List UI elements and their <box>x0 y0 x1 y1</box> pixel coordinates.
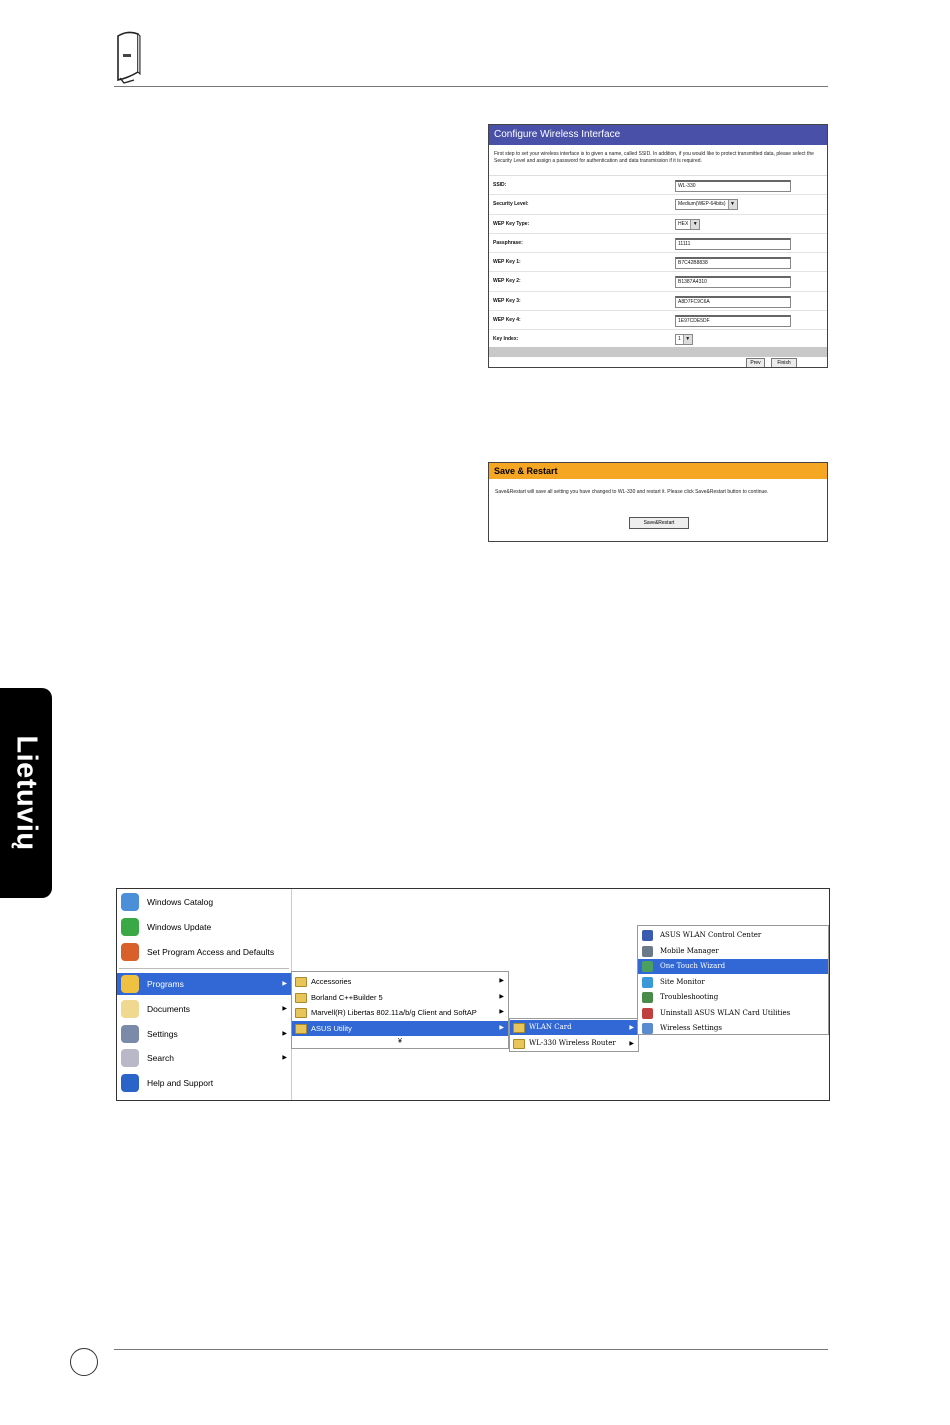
utility-app-icon <box>642 946 653 957</box>
field-label: WEP Key Type: <box>493 220 530 227</box>
field-value: Medium(WEP-64bits) <box>678 201 726 208</box>
field-label: WEP Key 1: <box>493 259 521 266</box>
field-label: WEP Key 4: <box>493 317 521 324</box>
language-side-tab <box>0 688 52 898</box>
asus-menu-item[interactable] <box>510 1020 638 1035</box>
program-icon <box>121 1000 139 1018</box>
form-row <box>489 253 827 272</box>
wlan-menu-item[interactable] <box>638 928 828 943</box>
submenu-arrow-icon: ▶ <box>499 1024 504 1031</box>
form-row <box>489 176 827 195</box>
program-icon <box>121 1025 139 1043</box>
submenu-arrow-icon: ▶ <box>282 1031 287 1037</box>
start-menu-item[interactable] <box>117 891 291 913</box>
page-number-circle <box>70 1348 98 1376</box>
start-menu-screenshot <box>116 888 830 1101</box>
program-icon <box>121 975 139 993</box>
menu-item-label: ASUS WLAN Control Center <box>660 931 762 939</box>
folder-icon <box>295 1008 307 1018</box>
utility-app-icon <box>642 977 653 988</box>
wlan-card-submenu <box>637 925 829 1035</box>
wlan-menu-item[interactable] <box>638 1021 828 1036</box>
menu-item-label: Search <box>147 1053 174 1063</box>
save-restart-title: Save & Restart <box>489 463 827 479</box>
menu-item-label: Borland C++Builder 5 <box>311 992 383 1002</box>
language-label: Lietuvių <box>10 735 43 851</box>
wlan-menu-item[interactable] <box>638 975 828 990</box>
expand-menu-chevron-icon[interactable]: ¥ <box>398 1038 402 1045</box>
program-icon <box>121 893 139 911</box>
chevron-down-icon: ▼ <box>683 335 692 344</box>
programs-submenu <box>291 971 509 1049</box>
utility-app-icon <box>642 961 653 972</box>
field-select[interactable] <box>675 199 738 210</box>
utility-app-icon <box>642 930 653 941</box>
wlan-menu-item[interactable] <box>638 959 828 974</box>
form-row <box>489 215 827 234</box>
settings-form <box>489 176 827 350</box>
start-menu-item[interactable] <box>117 916 291 938</box>
finish-button[interactable]: Finish <box>771 358 797 368</box>
menu-item-label: ASUS Utility <box>311 1023 352 1033</box>
field-label: SSID: <box>493 182 507 188</box>
program-icon <box>121 918 139 936</box>
submenu-arrow-icon: ▶ <box>282 1055 287 1061</box>
form-row <box>489 272 827 291</box>
start-menu-left-column <box>117 889 292 1100</box>
submenu-arrow-icon: ▶ <box>282 981 287 987</box>
menu-item-label: Help and Support <box>147 1078 214 1088</box>
prev-button[interactable]: Prev <box>746 358 765 368</box>
start-menu-item[interactable] <box>117 1023 291 1045</box>
menu-item-label: Marvell(R) Libertas 802.11a/b/g Client and SoftAP <box>311 1008 477 1017</box>
field-input[interactable]: 11111 <box>675 238 791 250</box>
menu-item-label: WLAN Card <box>529 1023 572 1031</box>
field-label: Key Index: <box>493 336 519 343</box>
configure-wireless-panel <box>488 124 828 368</box>
submenu-arrow-icon: ▶ <box>282 1006 287 1012</box>
field-value: HEX <box>678 220 689 227</box>
menu-item-label: Windows Update <box>147 922 212 932</box>
program-icon <box>121 1074 139 1092</box>
form-row <box>489 311 827 330</box>
field-value: 1 <box>678 336 681 343</box>
menu-item-label: Settings <box>147 1029 178 1039</box>
field-label: Passphrase: <box>493 239 523 246</box>
start-menu-item[interactable] <box>117 941 291 963</box>
wlan-menu-item[interactable] <box>638 944 828 959</box>
panel-intro: First step to set your wireless interface is to given a name, called SSID. In addition, if you would like to protect transmitted data, please select the Security Level and assign a password for authentication and data transmission if it is required. <box>489 145 827 176</box>
save-restart-panel <box>488 462 828 542</box>
menu-item-label: Accessories <box>311 977 352 986</box>
field-input[interactable]: WL-330 <box>675 180 791 192</box>
chevron-down-icon: ▼ <box>690 220 699 229</box>
menu-item-label: WL-330 Wireless Router <box>529 1039 616 1047</box>
menu-item-label: One Touch Wizard <box>660 962 726 970</box>
programs-menu-item[interactable] <box>292 974 508 989</box>
program-icon <box>121 943 139 961</box>
programs-menu-item[interactable] <box>292 990 508 1005</box>
wlan-menu-item[interactable] <box>638 990 828 1005</box>
programs-menu-item[interactable] <box>292 1021 508 1036</box>
submenu-arrow-icon: ▶ <box>499 1009 504 1015</box>
utility-app-icon <box>642 1023 653 1034</box>
field-input[interactable]: B7C42B8838 <box>675 257 791 269</box>
menu-item-label: Mobile Manager <box>660 946 719 955</box>
folder-icon <box>295 1024 307 1034</box>
submenu-arrow-icon: ▶ <box>629 1024 634 1031</box>
save-restart-button[interactable]: Save&Restart <box>629 517 689 529</box>
menu-item-label: Uninstall ASUS WLAN Card Utilities <box>660 1008 791 1017</box>
asus-utility-submenu <box>509 1018 639 1052</box>
start-menu-item[interactable] <box>117 998 291 1020</box>
field-label: Security Level: <box>493 201 529 208</box>
field-select[interactable] <box>675 219 700 230</box>
folder-icon <box>295 993 307 1003</box>
wlan-menu-item[interactable] <box>638 1006 828 1021</box>
panel-title: Configure Wireless Interface <box>489 125 827 145</box>
menu-separator <box>119 968 289 969</box>
field-label: WEP Key 3: <box>493 297 521 304</box>
folder-icon <box>513 1023 525 1033</box>
submenu-arrow-icon: ▶ <box>629 1040 634 1047</box>
programs-menu-item[interactable] <box>292 1005 508 1020</box>
header-rule <box>114 86 828 87</box>
footer-rule <box>114 1349 828 1350</box>
submenu-arrow-icon: ▶ <box>499 978 504 984</box>
panel-footer <box>489 347 827 367</box>
save-restart-text: Save&Restart will save all setting you have changed to WL-330 and restart it. Please click Save&Restart button to continue. <box>495 489 769 495</box>
field-select[interactable] <box>675 334 693 345</box>
menu-item-label: Site Monitor <box>660 977 705 986</box>
utility-app-icon <box>642 992 653 1003</box>
program-icon <box>121 1049 139 1067</box>
menu-item-label: Set Program Access and Defaults <box>147 947 275 957</box>
menu-item-label: Troubleshooting <box>660 993 719 1001</box>
submenu-arrow-icon: ▶ <box>499 993 504 1000</box>
chevron-down-icon: ▼ <box>728 200 737 209</box>
menu-item-label: Programs <box>147 979 184 989</box>
field-input[interactable]: A8D7FC9C6A <box>675 296 791 308</box>
folder-icon <box>513 1039 525 1049</box>
menu-item-label: Windows Catalog <box>147 897 214 907</box>
start-menu-item[interactable] <box>117 1072 291 1094</box>
utility-app-icon <box>642 1008 653 1019</box>
start-menu-item[interactable] <box>117 1047 291 1069</box>
field-input[interactable]: 1E97CDE5DF <box>675 315 791 327</box>
start-menu-item[interactable] <box>117 973 291 995</box>
menu-item-label: Wireless Settings <box>660 1024 722 1032</box>
form-row <box>489 292 827 311</box>
asus-menu-item[interactable] <box>510 1036 638 1051</box>
field-input[interactable]: B1387A4310 <box>675 276 791 288</box>
form-row <box>489 195 827 214</box>
menu-item-label: Documents <box>147 1004 190 1014</box>
form-row <box>489 234 827 253</box>
field-label: WEP Key 2: <box>493 278 521 285</box>
folder-icon <box>295 977 307 987</box>
router-device-icon <box>114 28 142 84</box>
